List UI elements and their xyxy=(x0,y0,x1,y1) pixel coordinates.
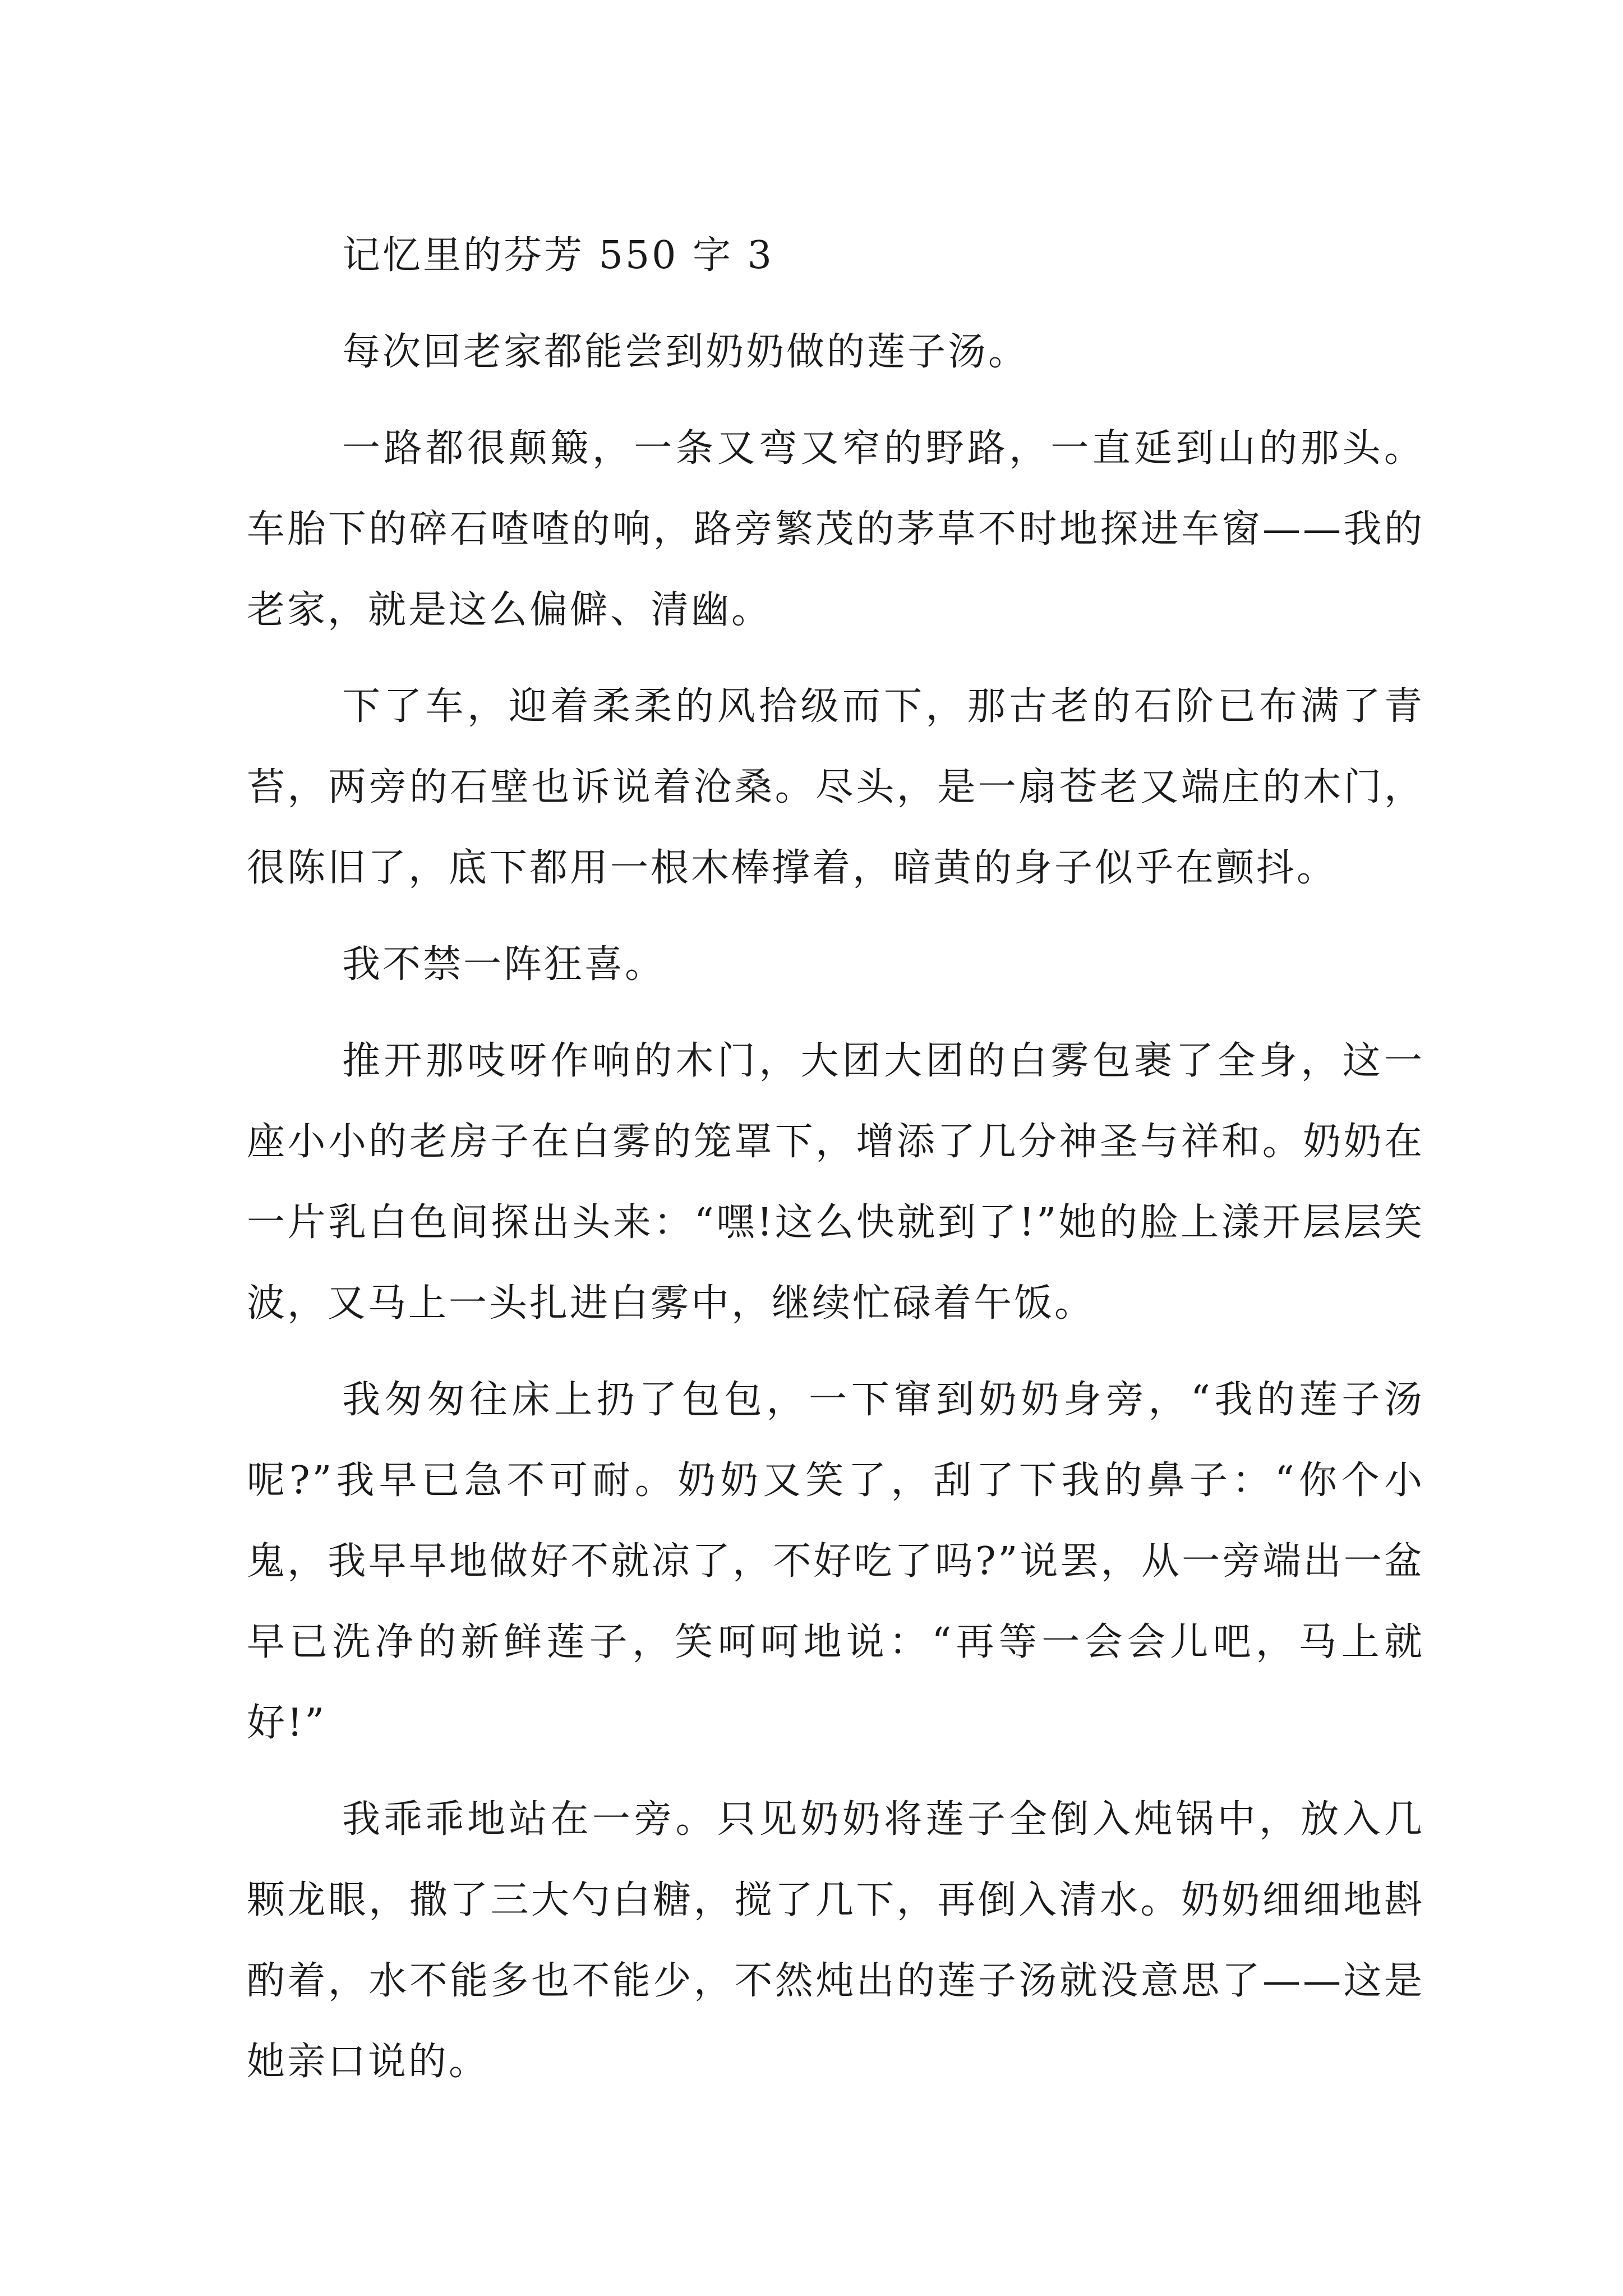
paragraph-7: 我乖乖地站在一旁。只见奶奶将莲子全倒入炖锅中，放入几颗龙眼，撒了三大勺白糖，搅了几下，再倒入清水。奶奶细细地斟酌着，水不能多也不能少，不然炖出的莲子汤就没意思了——这是她亲口说的。 xyxy=(247,1797,1424,2084)
paragraph-2: 一路都很颠簸，一条又弯又窄的野路，一直延到山的那头。车胎下的碎石喳喳的响，路旁繁茂的茅草不时地探进车窗——我的老家，就是这么偏僻、清幽。 xyxy=(247,426,1424,632)
paragraph-6: 我匆匆往床上扔了包包，一下窜到奶奶身旁，“我的莲子汤呢?”我早已急不可耐。奶奶又笑了，刮了下我的鼻子：“你个小鬼，我早早地做好不就凉了，不好吃了吗?”说罢，从一旁端出一盆早已洗净的新鲜莲子，笑呵呵地说：“再等一会会儿吧，马上就好!” xyxy=(247,1378,1424,1745)
paragraph-4: 我不禁一阵狂喜。 xyxy=(342,942,666,987)
paragraph-5: 推开那吱呀作响的木门，大团大团的白雾包裹了全身，这一座小小的老房子在白雾的笼罩下，增添了几分神圣与祥和。奶奶在一片乳白色间探出头来：“嘿!这么快就到了!”她的脸上漾开层层笑波，又马上一头扎进白雾中，继续忙碌着午饭。 xyxy=(247,1039,1424,1326)
paragraph-3: 下了车，迎着柔柔的风拾级而下，那古老的石阶已布满了青苔，两旁的石壁也诉说着沧桑。尽头，是一扇苍老又端庄的木门，很陈旧了，底下都用一根木棒撑着，暗黄的身子似乎在颤抖。 xyxy=(247,684,1424,890)
document-title: 记忆里的芬芳 550 字 3 xyxy=(342,233,774,278)
document-body xyxy=(247,215,1424,2102)
paragraph-1: 每次回老家都能尝到奶奶做的莲子汤。 xyxy=(342,330,1029,374)
